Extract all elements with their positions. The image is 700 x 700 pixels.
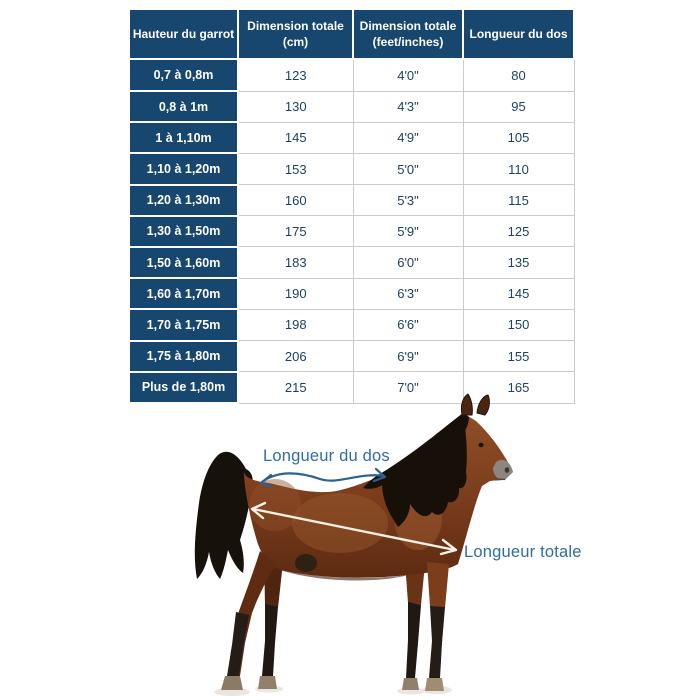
table-cell: 6'3"	[353, 278, 463, 309]
row-height-range: 1,75 à 1,80m	[129, 341, 238, 372]
back-length-label: Longueur du dos	[263, 447, 390, 465]
table-cell: 125	[463, 216, 574, 247]
table-row	[129, 59, 574, 91]
row-height-range: 0,8 à 1m	[129, 91, 238, 122]
table-cell: 4'9"	[353, 122, 463, 153]
horse-mouth	[498, 479, 505, 480]
table-cell: 150	[463, 309, 574, 340]
col-header-cm: Dimension totale (cm)	[238, 9, 353, 59]
table-row	[129, 278, 574, 309]
horse-eye	[478, 443, 483, 447]
table-cell: 80	[463, 59, 574, 91]
table-cell: 183	[238, 247, 353, 278]
row-height-range: 1 à 1,10m	[129, 122, 238, 153]
table-cell: 4'0"	[353, 59, 463, 91]
horse-nostril	[505, 467, 510, 473]
size-table-header	[129, 9, 574, 59]
table-row	[129, 341, 574, 372]
table-cell: 130	[238, 91, 353, 122]
header-row	[129, 9, 574, 59]
table-row	[129, 309, 574, 340]
table-cell: 198	[238, 309, 353, 340]
col-header-dos: Longueur du dos	[463, 9, 574, 59]
table-cell: 7'0"	[353, 372, 463, 403]
row-height-range: Plus de 1,80m	[129, 372, 238, 403]
table-cell: 160	[238, 185, 353, 216]
table-cell: 145	[463, 278, 574, 309]
size-table-body	[129, 59, 574, 403]
total-length-label: Longueur totale	[464, 543, 582, 561]
table-cell: 5'9"	[353, 216, 463, 247]
table-cell: 115	[463, 185, 574, 216]
table-cell: 4'3"	[353, 91, 463, 122]
table-row	[129, 91, 574, 122]
row-height-range: 1,50 à 1,60m	[129, 247, 238, 278]
horse-ears	[461, 394, 489, 415]
table-cell: 175	[238, 216, 353, 247]
table-cell: 6'6"	[353, 309, 463, 340]
table-cell: 95	[463, 91, 574, 122]
row-height-range: 1,10 à 1,20m	[129, 153, 238, 184]
col-header-feet: Dimension totale (feet/inches)	[353, 9, 463, 59]
table-cell: 190	[238, 278, 353, 309]
row-height-range: 1,30 à 1,50m	[129, 216, 238, 247]
table-cell: 145	[238, 122, 353, 153]
table-cell: 6'9"	[353, 341, 463, 372]
row-height-range: 1,20 à 1,30m	[129, 185, 238, 216]
table-row	[129, 216, 574, 247]
table-row	[129, 185, 574, 216]
table-cell: 135	[463, 247, 574, 278]
size-table	[128, 8, 575, 404]
table-cell: 6'0"	[353, 247, 463, 278]
horse-tail	[195, 452, 253, 579]
table-cell: 165	[463, 372, 574, 403]
table-cell: 105	[463, 122, 574, 153]
table-cell: 110	[463, 153, 574, 184]
table-cell: 153	[238, 153, 353, 184]
table-row	[129, 122, 574, 153]
table-cell: 206	[238, 341, 353, 372]
table-row	[129, 247, 574, 278]
row-height-range: 0,7 à 0,8m	[129, 59, 238, 91]
table-cell: 215	[238, 372, 353, 403]
table-cell: 5'3"	[353, 185, 463, 216]
row-height-range: 1,70 à 1,75m	[129, 309, 238, 340]
table-row	[129, 153, 574, 184]
col-header-garrot: Hauteur du garrot	[129, 9, 238, 59]
table-cell: 155	[463, 341, 574, 372]
table-cell: 5'0"	[353, 153, 463, 184]
table-cell: 123	[238, 59, 353, 91]
row-height-range: 1,60 à 1,70m	[129, 278, 238, 309]
